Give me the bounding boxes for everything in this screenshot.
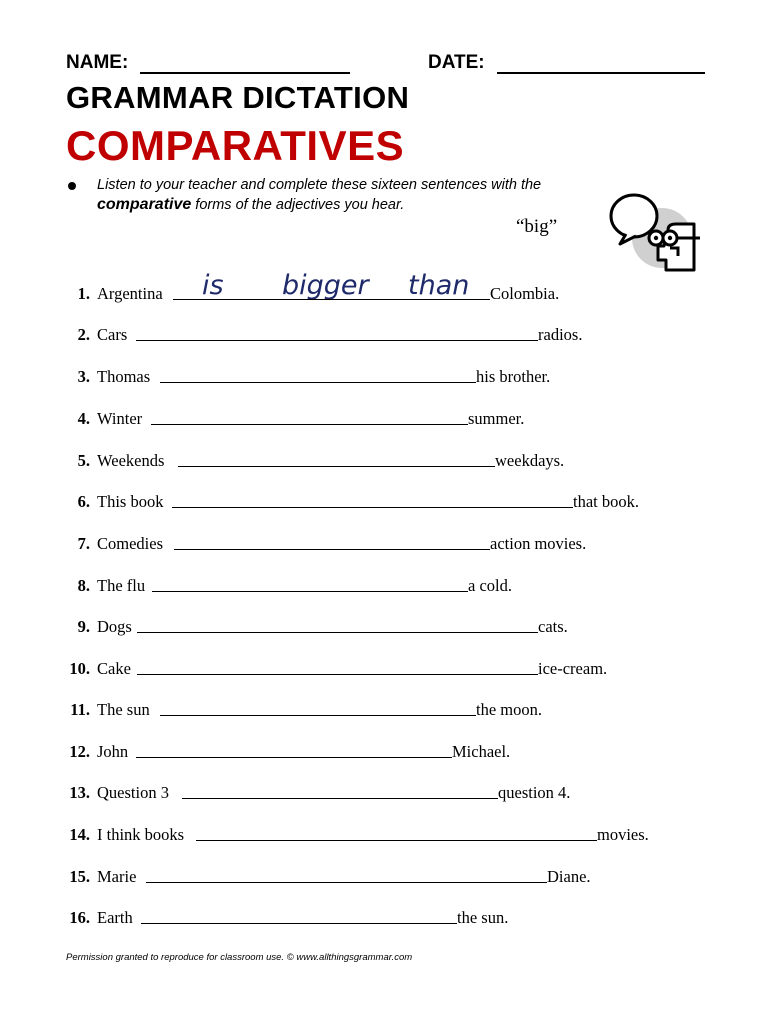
sentence-number: 6.	[77, 492, 90, 511]
sentence-subject: Dogs	[97, 617, 132, 636]
sentence-row	[0, 576, 768, 596]
date-label: DATE:	[428, 52, 485, 73]
sentence-ending: the moon.	[476, 700, 542, 719]
sentence-number: 9.	[77, 617, 90, 636]
audio-word: “big”	[516, 216, 558, 237]
footer: Permission granted to reproduce for classroom use. © www.allthingsgrammar.com	[66, 952, 413, 963]
sentence-number: 3.	[77, 367, 90, 386]
sentence-ending: a cold.	[468, 576, 512, 595]
sentence-number: 11.	[70, 700, 90, 719]
name-field[interactable]	[140, 72, 350, 74]
sentence-row	[0, 409, 768, 429]
sentence-subject: Comedies	[97, 534, 163, 553]
sentence-subject: This book	[97, 492, 164, 511]
sentence-number: 2.	[77, 325, 90, 344]
sentence-row	[0, 825, 768, 845]
sentence-ending: the sun.	[457, 908, 509, 927]
sentence-ending: summer.	[468, 409, 525, 428]
answer-blank[interactable]	[141, 923, 457, 924]
answer-blank[interactable]	[160, 715, 476, 716]
sentence-subject: Cake	[97, 659, 131, 678]
answer-blank[interactable]	[152, 591, 468, 592]
answer-blank[interactable]	[178, 466, 495, 467]
name-label: NAME:	[66, 52, 129, 73]
sentence-number: 14.	[69, 825, 90, 844]
answer-blank[interactable]	[136, 340, 538, 341]
sentence-ending: radios.	[538, 325, 583, 344]
sentence-row	[0, 783, 768, 803]
sentence-row	[0, 325, 768, 345]
answer-blank[interactable]	[151, 424, 468, 425]
date-field[interactable]	[497, 72, 705, 74]
sentence-number: 15.	[69, 867, 90, 886]
sentence-number: 4.	[77, 409, 90, 428]
sentence-row	[0, 534, 768, 554]
sentence-number: 5.	[77, 451, 90, 470]
sentence-ending: movies.	[597, 825, 649, 844]
sentence-ending: action movies.	[490, 534, 587, 553]
sentence-number: 13.	[69, 783, 90, 802]
example-answer-word-2: bigger	[282, 270, 369, 301]
sentence-number: 10.	[69, 659, 90, 678]
answer-blank[interactable]	[136, 757, 452, 758]
sentence-ending: Diane.	[547, 867, 591, 886]
sentence-subject: Earth	[97, 908, 133, 927]
answer-blank[interactable]	[173, 299, 490, 300]
sentence-subject: Argentina	[97, 284, 163, 303]
page-title: GRAMMAR DICTATION	[66, 80, 410, 115]
sentence-subject: Thomas	[97, 367, 151, 386]
sentence-subject: Cars	[97, 325, 128, 344]
sentence-row	[0, 284, 768, 304]
sentence-ending: his brother.	[476, 367, 551, 386]
sentence-number: 1.	[77, 284, 90, 303]
sentence-row	[0, 617, 768, 637]
sentence-number: 8.	[77, 576, 90, 595]
sentence-subject: The sun	[97, 700, 150, 719]
sentence-row	[0, 867, 768, 887]
sentence-ending: ice-cream.	[538, 659, 608, 678]
sentence-ending: Michael.	[452, 742, 511, 761]
sentence-ending: question 4.	[498, 783, 571, 802]
sentence-ending: that book.	[573, 492, 639, 511]
sentence-subject: John	[97, 742, 129, 761]
page-subtitle: COMPARATIVES	[66, 122, 405, 169]
bullet-icon	[68, 182, 76, 190]
answer-blank[interactable]	[146, 882, 547, 883]
answer-blank[interactable]	[137, 674, 538, 675]
sentence-row	[0, 492, 768, 512]
answer-blank[interactable]	[196, 840, 597, 841]
example-answer-word-1: is	[202, 270, 224, 301]
sentence-subject: Question 3	[97, 783, 169, 802]
sentence-subject: I think books	[97, 825, 185, 844]
sentence-ending: Colombia.	[490, 284, 560, 303]
sentence-row	[0, 908, 768, 928]
answer-blank[interactable]	[174, 549, 490, 550]
sentence-number: 12.	[69, 742, 90, 761]
sentence-subject: Marie	[97, 867, 137, 886]
sentence-number: 16.	[69, 908, 90, 927]
sentence-row	[0, 367, 768, 387]
sentence-ending: cats.	[538, 617, 568, 636]
answer-blank[interactable]	[160, 382, 476, 383]
speaking-head-icon	[606, 186, 706, 278]
answer-blank[interactable]	[172, 507, 573, 508]
sentence-row	[0, 451, 768, 471]
sentence-row	[0, 700, 768, 720]
instructions: Listen to your teacher and complete these sixteen sentences with the comparative forms of the adjectives you hear.	[97, 177, 542, 213]
answer-blank[interactable]	[182, 798, 498, 799]
sentence-subject: The flu	[97, 576, 146, 595]
answer-blank[interactable]	[137, 632, 538, 633]
sentence-row	[0, 742, 768, 762]
sentence-subject: Weekends	[97, 451, 165, 470]
sentence-subject: Winter	[97, 409, 143, 428]
sentence-number: 7.	[77, 534, 90, 553]
example-answer-word-3: than	[408, 270, 470, 301]
sentence-ending: weekdays.	[495, 451, 565, 470]
sentence-row	[0, 659, 768, 679]
